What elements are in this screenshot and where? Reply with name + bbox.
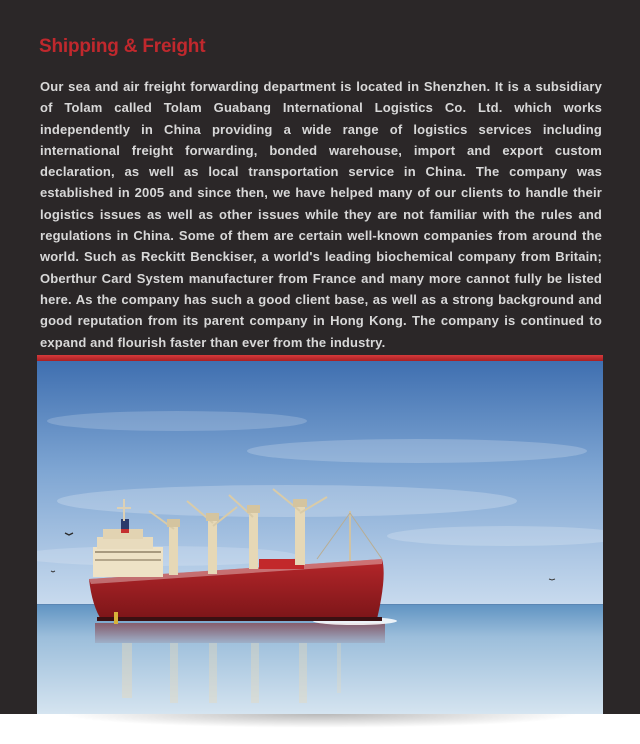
cargo-ship-photo	[37, 361, 603, 714]
section-paragraph: Our sea and air freight forwarding department is located in Shenzhen. It is a subsidiary of Tolam called Tolam Guabang International Logistics Co. Ltd. which works independently in China providing a wide range of logistics services including international freight forwarding, bonded warehouse, import and export custom declaration, as well as local transportation service in China. The company was established in 2005 and since then, we have helped many of our clients to handle their logistics issues as well as other issues while they are not familiar with the rules and regulations in China. Some of them are certain well-known companies from around the world. Such as Reckitt Benckiser, a world's leading biochemical company from Britain; Oberthur Card System manufacturer from France and many more cannot fully be listed here. As the company has such a good client base, as well as a strong background and good reputation from its parent company in Hong Kong. The company is continued to expand and flourish faster than ever from the industry.	[40, 79, 602, 350]
photo-shadow	[60, 714, 580, 728]
section-title: Shipping & Freight	[39, 36, 206, 57]
